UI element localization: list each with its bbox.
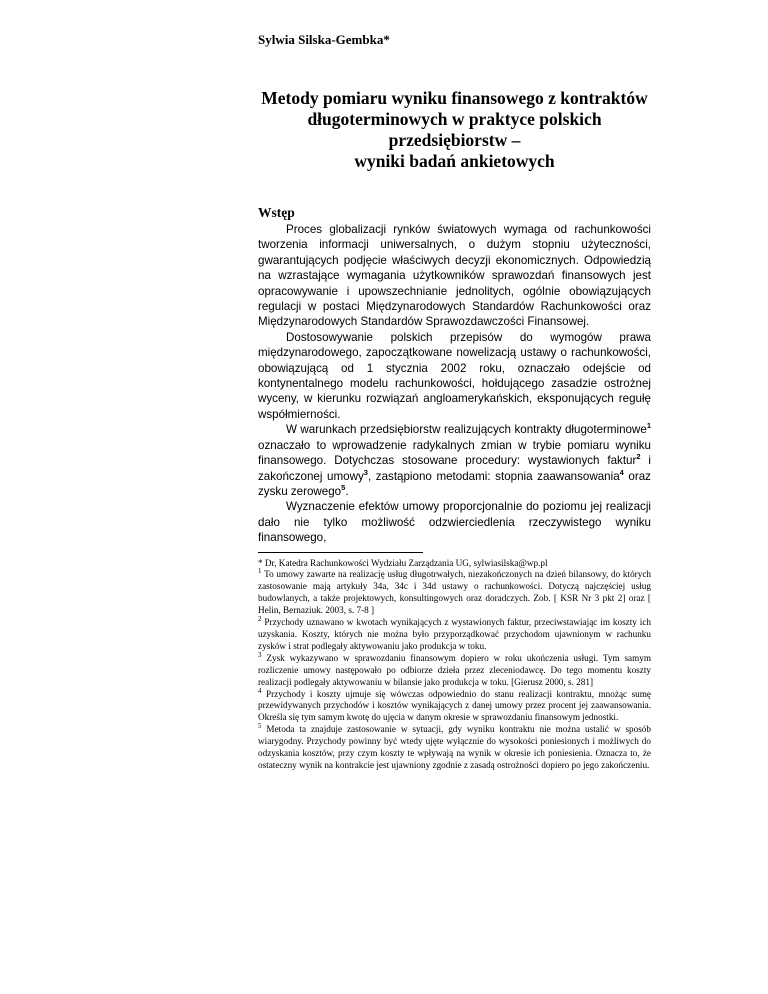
paragraph: Wyznaczenie efektów umowy proporcjonalnie do poziomu jej realizacji dało nie tylko możliwość odzwierciedlenia rzeczywistego wyniku finansowego, <box>258 500 651 545</box>
footnote-ref: 5 <box>341 483 346 493</box>
footnotes <box>258 558 651 772</box>
footnote-mark: 5 <box>258 722 262 731</box>
paragraph: Dostosowywanie polskich przepisów do wymogów prawa międzynarodowego, zapoczątkowane nowelizacją ustawy o rachunkowości, obowiązującą od 1 stycznia 2002 roku, oznaczało odejście od kontynentalnego modelu rachunkowości, hołdującego zasadzie ostrożnej wyceny, w kierunku rozwiązań angloamerykańskich, eksponujących regułę współmierności. <box>258 330 651 421</box>
footnote-text: Przychody uznawano w kwotach wynikających z wystawionych faktur, przeciwstawiając im koszty ich uzyskania. Koszty, których nie można było przyporządkować przychodom ujawnionym w rachunku zysków i strat podlegały aktywowaniu jako produkcja w toku. <box>258 617 652 651</box>
footnote <box>258 686 651 725</box>
paragraph: Proces globalizacji rynków światowych wymaga od rachunkowości tworzenia informacji uniwersalnych, o dużym stopniu użyteczności, gwarantujących podjęcie właściwych decyzji ekonomicznych. Odpowiedzią na wzrastające wymagania użytkowników sprawozdań finansowych jest opracowywanie i upowszechnianie jednolitych, ogólnie obowiązujących regulacji w postaci Międzynarodowych Standardów Rachunkowości oraz Międzynarodowych Standardów Sprawozdawczości Finansowej. <box>258 223 651 329</box>
title-line: wyniki badań ankietowych <box>354 151 555 171</box>
footnote-mark: 3 <box>258 650 262 659</box>
footnote-text: Przychody i koszty ujmuje się wówczas odpowiednio do stanu realizacji kontraktu, mnożąc sumę przewidywanych przychodów i kosztów wynikających z danej umowy przez procent jej zaawansowania. Określa się tym samym kwotę do ujęcia w danym okresie w sprawozdaniu finansowym jednostki. <box>258 688 651 723</box>
footnote-ref: 1 <box>646 421 651 431</box>
footnote-ref: 3 <box>363 467 368 477</box>
footnote-text: To umowy zawarte na realizację usług długotrwałych, niezakończonych na dzień bilansowy, do których zastosowanie mają artykuły 34a, 34c i 34d ustawy o rachunkowości. Dotyczą najczęściej usług budowlanych, a także projektowych, konsultingowych oraz doradczych. Zob. [ KSR Nr 3 pkt 2] oraz [ Helin, Bernaziuk. 2003, s. 7-8 ] <box>258 569 651 616</box>
footnote-text: Zysk wykazywano w sprawozdaniu finansowym dopiero w roku ukończenia usługi. Tym samym rozliczenie umowy następowało po odbiorze dzieła przez zleceniodawcę. Do tego momentu koszty realizacji podlegały aktywowaniu w bilansie jako produkcja w toku. [Gierusz 2000, s. 281] <box>258 652 652 687</box>
paragraph-text: oraz zysku zerowego <box>258 469 651 498</box>
document-page <box>258 32 651 772</box>
title-line: Metody pomiaru wyniku finansowego z kontraktów <box>261 88 648 108</box>
paragraph-text: i zakończonej umowy <box>258 454 652 483</box>
footnote-mark: 1 <box>258 567 262 576</box>
footnote-ref: 2 <box>636 452 641 462</box>
author-footnote: * Dr, Katedra Rachunkowości Wydziału Zarządzania UG, sylwiasilska@wp.pl <box>258 557 548 568</box>
footnote-mark: 2 <box>258 615 262 623</box>
paragraph <box>258 422 651 499</box>
footnote <box>258 569 651 617</box>
paragraph-text: , zastąpiono metodami: stopnia zaawansowania <box>367 469 620 483</box>
section-heading: Wstęp <box>258 205 295 220</box>
footnote <box>258 617 651 653</box>
footnote-ref: 4 <box>619 467 624 477</box>
footnote-mark: 4 <box>258 686 262 695</box>
author-name: Sylwia Silska-Gembka* <box>258 32 390 47</box>
document-title <box>258 88 651 172</box>
footnote <box>258 724 651 772</box>
paragraph-text: W warunkach przedsiębiorstw realizujących kontrakty długoterminowe <box>286 423 647 437</box>
title-line: długoterminowych w praktyce polskich przedsiębiorstw – <box>307 109 602 150</box>
body-text <box>258 222 651 546</box>
paragraph-text: . <box>345 484 349 498</box>
paragraph-text: oznaczało to wprowadzenie radykalnych zmian w trybie pomiaru wyniku finansowego. Dotychczas stosowane procedury: wystawionych faktur <box>258 438 651 468</box>
footnote-separator <box>258 552 423 553</box>
footnote-text: Metoda ta znajduje zastosowanie w sytuacji, gdy wyniku kontraktu nie można ustalić w sposób wiarygodny. Przychody powinny być wtedy ujęte wyłącznie do wysokości poniesionych i możliwych do odzyskania kosztów, przy czym koszty te wpływają na wynik w okresie ich poniesienia. Oznacza to, że ostateczny wynik na kontrakcie jest ujawniony zgodnie z zasadą ostrożności dopiero po jego zakończeniu. <box>258 724 651 770</box>
footnote <box>258 650 652 689</box>
